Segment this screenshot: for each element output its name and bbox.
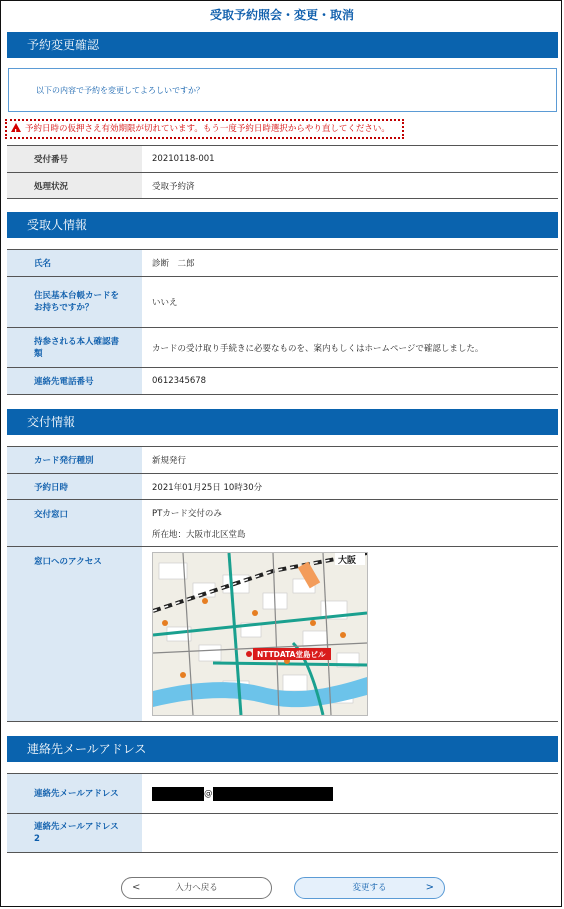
status-label: 処理状況: [7, 173, 142, 198]
map-corner-label: 大阪: [338, 556, 357, 566]
datetime-label: 予約日時: [7, 474, 142, 499]
recipient-table: [7, 249, 558, 395]
email-value: [142, 774, 558, 813]
table-row: [7, 146, 558, 173]
email2-label: 連絡先メールアドレス2: [7, 814, 142, 852]
section-header-confirm: 予約変更確認: [7, 32, 558, 58]
window-value: PTカード交付のみ: [152, 509, 222, 519]
table-row: [7, 474, 558, 500]
email-at: @: [204, 788, 213, 799]
card-value: いいえ: [152, 298, 178, 308]
table-row: [7, 277, 558, 328]
card-type-label: カード発行種別: [7, 447, 142, 473]
reception-number-value: 20210118-001: [152, 154, 215, 164]
table-row: [7, 173, 558, 199]
warning-icon: [11, 123, 21, 132]
window-label: 交付窓口: [7, 500, 142, 546]
back-button-label: 入力へ戻る: [175, 883, 218, 893]
table-row: [7, 814, 558, 853]
table-row: [7, 250, 558, 277]
notice-text: 以下の内容で予約を変更してよろしいですか？: [36, 86, 204, 95]
email-label: 連絡先メールアドレス: [7, 774, 142, 813]
page-title: 受取予約照会・変更・取消: [209, 8, 354, 22]
datetime-value: 2021年01月25日 10時30分: [152, 482, 263, 493]
reception-table: [7, 145, 558, 199]
card-type-value: 新規発行: [152, 456, 187, 466]
status-value: 受取予約済: [152, 181, 195, 192]
map-graphic: [153, 553, 367, 715]
table-row: [7, 368, 558, 395]
section-header-recipient: 受取人情報: [7, 212, 558, 238]
chevron-left-icon: <: [132, 882, 141, 893]
window-cell: [142, 500, 558, 546]
warning-message: [5, 119, 404, 139]
reception-number-label: 受付番号: [7, 146, 142, 172]
table-row: [7, 328, 558, 368]
access-map: [152, 552, 368, 716]
warning-text: 予約日時の仮押さえ有効期限が切れています。もう一度予約日時選択からやり直してください。: [25, 124, 390, 134]
phone-label: 連絡先電話番号: [7, 368, 142, 394]
table-row: [7, 774, 558, 814]
map-building-label: NTTDATA堂島ビル: [257, 650, 326, 659]
email2-value: [142, 814, 558, 852]
redacted-email-user: [152, 787, 204, 801]
table-row: [7, 447, 558, 474]
submit-button[interactable]: [294, 877, 445, 899]
name-label: 氏名: [7, 250, 142, 276]
table-row: [7, 547, 558, 722]
card-label: 住民基本台帳カードをお持ちですか？: [7, 277, 142, 327]
back-button[interactable]: [121, 877, 272, 899]
submit-button-label: 変更する: [352, 883, 387, 893]
chevron-right-icon: >: [425, 882, 434, 893]
access-cell: [142, 547, 558, 721]
delivery-table: [7, 446, 558, 722]
docs-value: カードの受け取り手続きに必要なものを、案内もしくはホームページで確認しました。: [152, 343, 484, 354]
name-value: 診断 二郎: [152, 259, 195, 269]
docs-label: 持参される本人確認書類: [7, 328, 142, 367]
email-table: [7, 773, 558, 853]
phone-value: 0612345678: [152, 376, 207, 386]
table-row: [7, 500, 558, 547]
notice-box: [8, 68, 557, 112]
section-header-email: 連絡先メールアドレス: [7, 736, 558, 762]
address-value: 所在地：大阪市北区堂島: [152, 530, 246, 540]
redacted-email-domain: [213, 787, 333, 801]
access-label: 窓口へのアクセス: [7, 547, 142, 721]
section-header-delivery: 交付情報: [7, 409, 558, 435]
